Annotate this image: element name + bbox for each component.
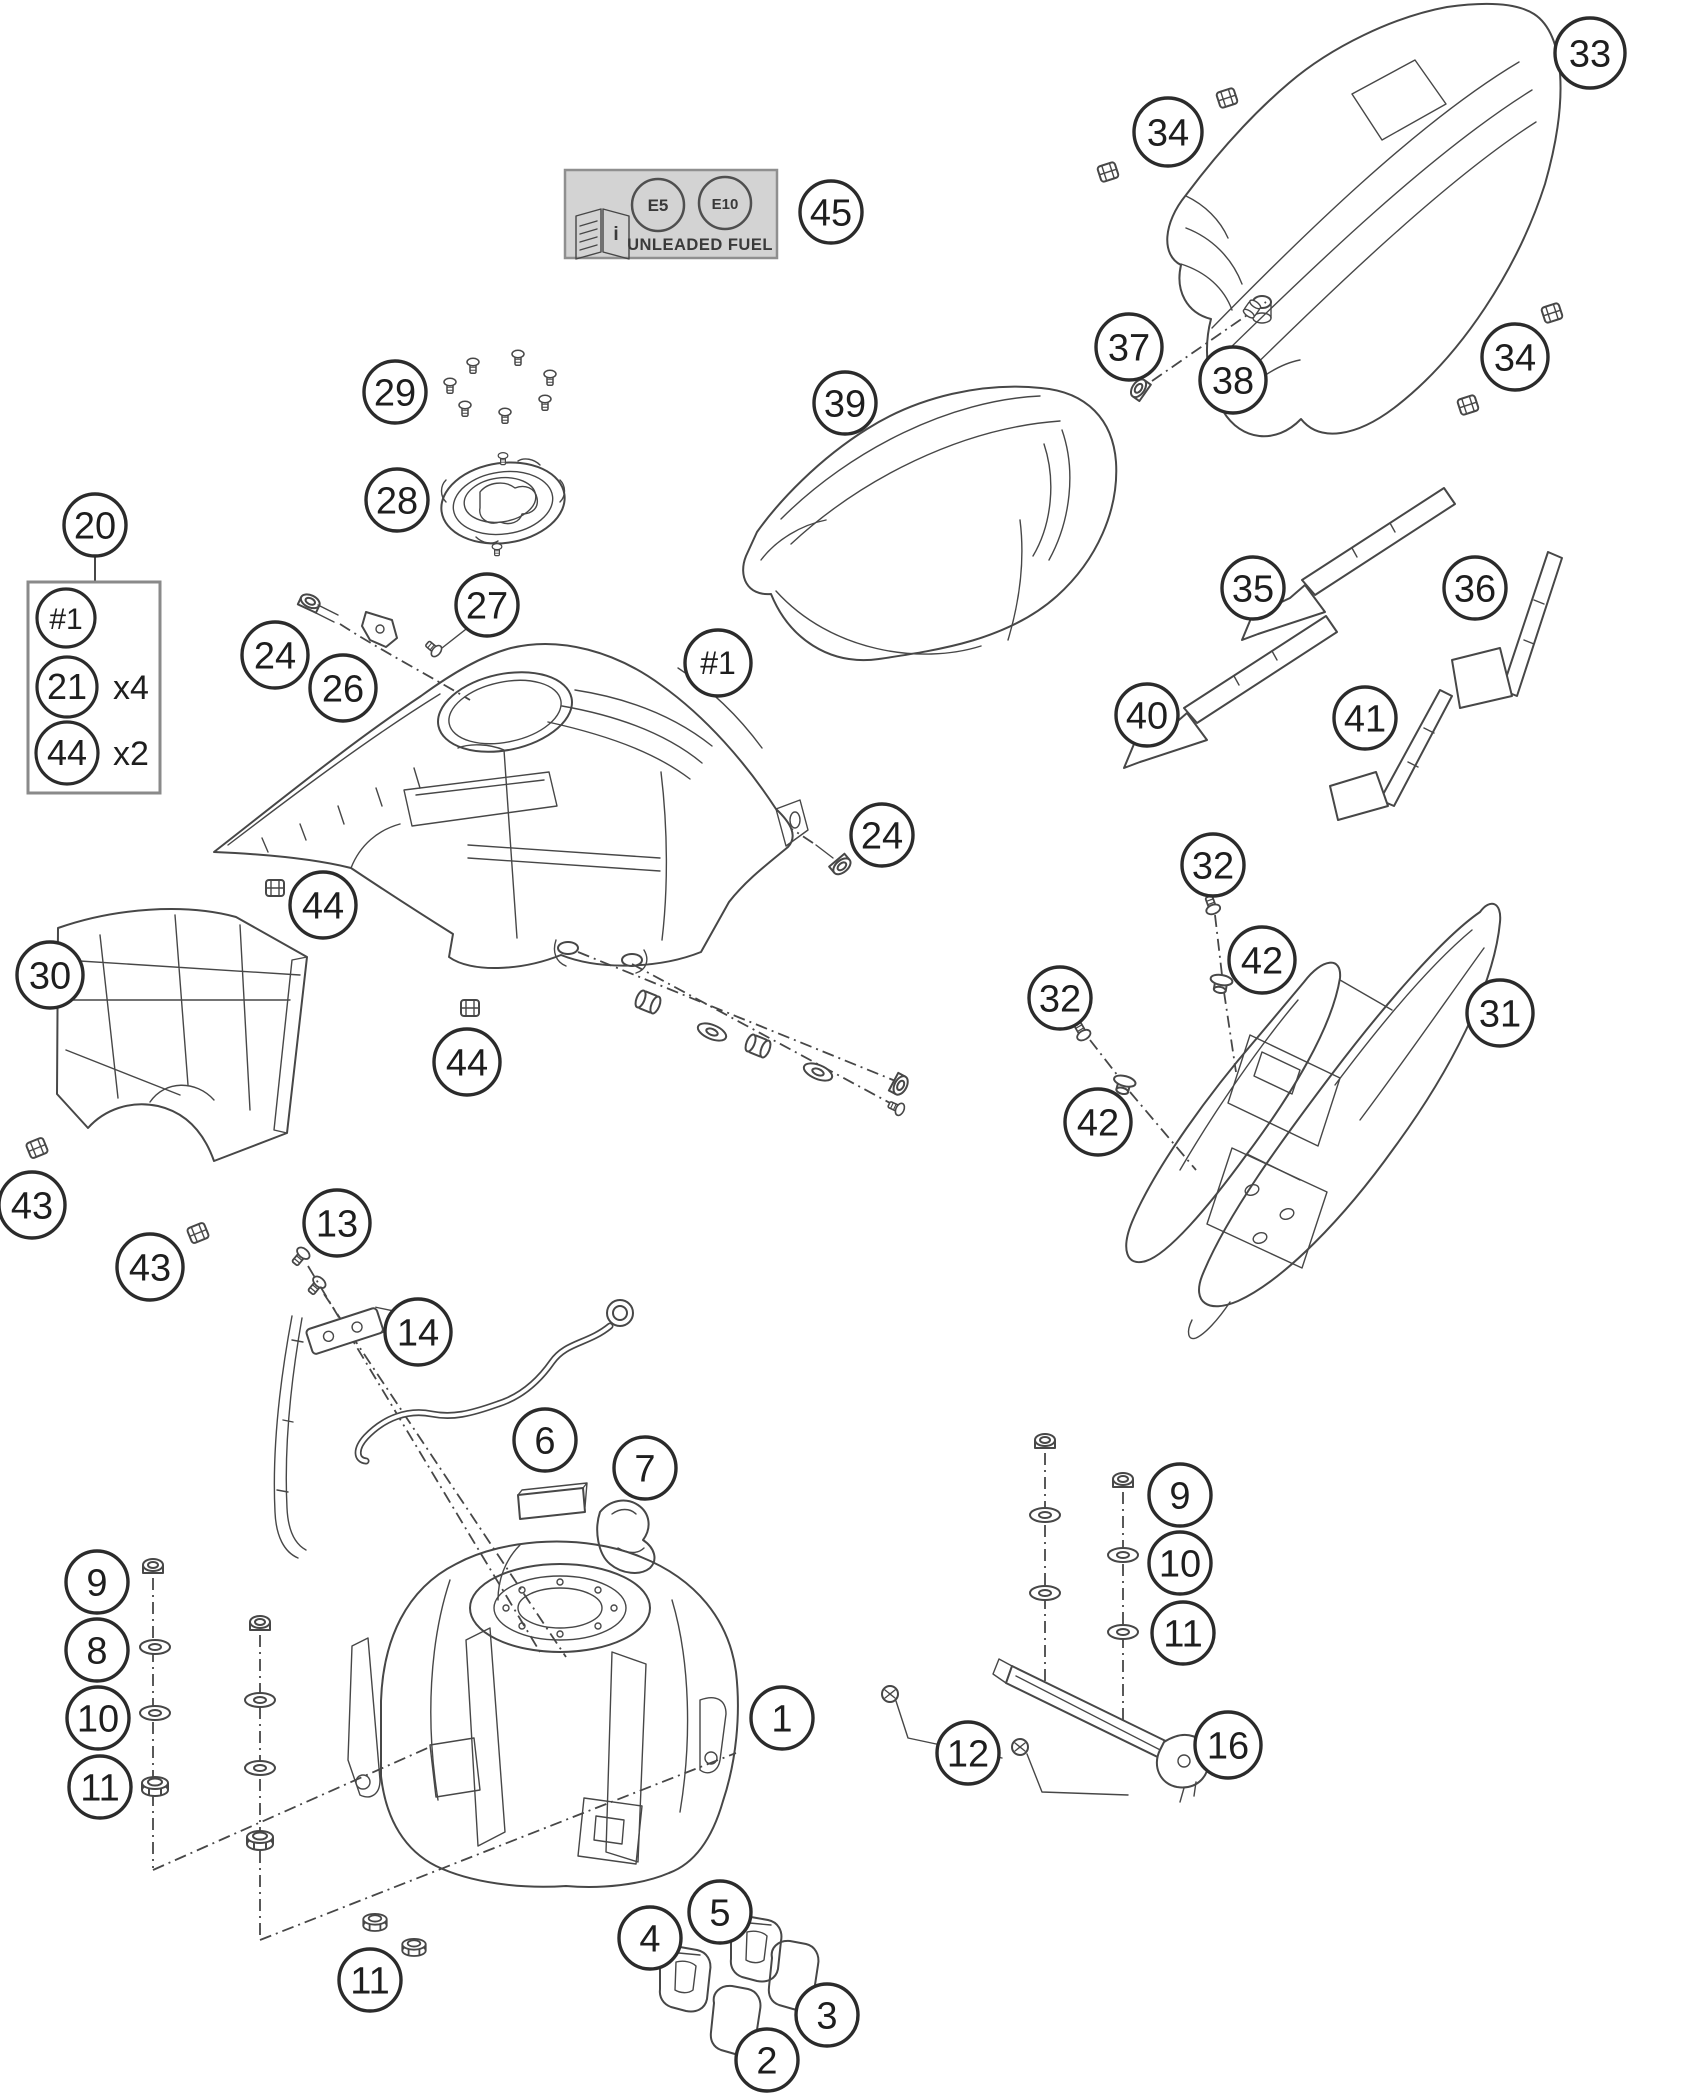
svg-text:1: 1 [771, 1698, 793, 1741]
svg-text:30: 30 [28, 955, 72, 998]
svg-text:24: 24 [253, 635, 297, 678]
left-bolt-columns [140, 1559, 736, 1940]
callout-27[interactable] [456, 574, 518, 636]
callout-20[interactable] [64, 494, 126, 556]
callout-14[interactable] [385, 1299, 451, 1365]
callout-40[interactable] [1116, 684, 1178, 746]
callout-3[interactable] [796, 1984, 858, 2046]
callout-38[interactable] [1200, 347, 1266, 413]
svg-text:33: 33 [1568, 33, 1612, 76]
callout-4[interactable] [619, 1907, 681, 1969]
callout-30[interactable] [17, 942, 83, 1008]
callout-33[interactable] [1555, 18, 1625, 88]
callout-43[interactable] [117, 1234, 183, 1300]
e10-code: E10 [711, 196, 739, 213]
callout-11[interactable] [1152, 1602, 1214, 1664]
callout-44[interactable] [290, 872, 356, 938]
svg-text:20: 20 [73, 505, 117, 548]
svg-text:27: 27 [465, 585, 509, 628]
callout-37[interactable] [1096, 314, 1162, 380]
svg-text:13: 13 [315, 1203, 359, 1246]
svg-text:36: 36 [1453, 568, 1497, 611]
svg-text:6: 6 [534, 1420, 556, 1463]
cover-bolt-set-21-22-23 [578, 952, 911, 1117]
info-glyph: i [613, 224, 619, 245]
part-rear-undertray [1126, 904, 1500, 1339]
svg-text:40: 40 [1125, 695, 1169, 738]
callout-12[interactable] [937, 1722, 999, 1784]
svg-text:24: 24 [860, 815, 904, 858]
legend-item-ref: #1 [49, 603, 83, 636]
svg-text:11: 11 [1163, 1613, 1203, 1656]
svg-text:3: 3 [816, 1995, 838, 2038]
callout-ref1[interactable] [685, 630, 751, 696]
svg-text:16: 16 [1206, 1725, 1250, 1768]
svg-text:42: 42 [1240, 940, 1284, 983]
callout-layer [0, 18, 1625, 2091]
callout-26[interactable] [310, 655, 376, 721]
svg-text:44: 44 [301, 885, 345, 928]
callout-42[interactable] [1065, 1089, 1131, 1155]
callout-32[interactable] [1182, 834, 1244, 896]
svg-text:10: 10 [76, 1698, 120, 1741]
svg-text:31: 31 [1478, 993, 1522, 1036]
svg-text:8: 8 [86, 1630, 108, 1673]
cover-fasteners-24-26-27 [298, 592, 854, 878]
callout-39[interactable] [814, 372, 876, 434]
svg-text:37: 37 [1107, 327, 1151, 370]
callout-16[interactable] [1195, 1712, 1261, 1778]
callout-1[interactable] [751, 1687, 813, 1749]
cover-clips [26, 880, 479, 1244]
callout-36[interactable] [1444, 557, 1506, 619]
svg-text:35: 35 [1231, 568, 1275, 611]
svg-text:26: 26 [321, 668, 365, 711]
svg-text:2: 2 [756, 2040, 778, 2083]
svg-text:41: 41 [1343, 698, 1387, 741]
callout-8[interactable] [66, 1619, 128, 1681]
callout-6[interactable] [514, 1409, 576, 1471]
callout-44[interactable] [434, 1029, 500, 1095]
svg-text:7: 7 [634, 1448, 656, 1491]
svg-text:10: 10 [1158, 1543, 1202, 1586]
svg-text:32: 32 [1038, 978, 1082, 1021]
callout-9[interactable] [66, 1551, 128, 1613]
svg-text:38: 38 [1211, 360, 1255, 403]
svg-text:21: 21 [46, 666, 88, 707]
svg-text:11: 11 [350, 1960, 390, 2003]
legend-qty-x4: x4 [113, 669, 149, 707]
svg-text:#1: #1 [700, 645, 736, 682]
svg-text:9: 9 [86, 1562, 108, 1605]
callout-11[interactable] [69, 1756, 131, 1818]
part-heat-pad-6 [518, 1483, 587, 1519]
legend-qty-x2: x2 [113, 735, 149, 773]
e5-code: E5 [647, 196, 669, 215]
part-fuel-cap [436, 453, 570, 556]
callout-10[interactable] [67, 1687, 129, 1749]
bracket-screws-12 [882, 1686, 1128, 1795]
svg-text:12: 12 [946, 1733, 990, 1776]
svg-text:34: 34 [1146, 112, 1190, 155]
svg-text:34: 34 [1493, 337, 1537, 380]
callout-24[interactable] [851, 804, 913, 866]
legend-box [28, 556, 160, 793]
callout-45[interactable] [800, 181, 862, 243]
callout-43[interactable] [0, 1172, 65, 1238]
svg-text:14: 14 [396, 1312, 440, 1355]
part-front-tank-cover [57, 909, 307, 1161]
svg-text:5: 5 [709, 1892, 731, 1935]
callout-9[interactable] [1149, 1464, 1211, 1526]
svg-text:44: 44 [46, 732, 88, 773]
callout-2[interactable] [736, 2029, 798, 2091]
svg-text:43: 43 [128, 1247, 172, 1290]
callout-35[interactable] [1222, 557, 1284, 619]
part-rider-seat [743, 387, 1116, 660]
cap-screws [444, 350, 556, 423]
svg-text:11: 11 [80, 1767, 120, 1810]
callout-7[interactable] [614, 1437, 676, 1499]
callout-10[interactable] [1149, 1532, 1211, 1594]
callout-34[interactable] [1134, 98, 1202, 166]
svg-text:39: 39 [823, 383, 867, 426]
svg-text:45: 45 [809, 192, 853, 235]
svg-text:4: 4 [639, 1918, 661, 1961]
svg-text:28: 28 [375, 480, 419, 523]
callout-41[interactable] [1334, 687, 1396, 749]
callout-5[interactable] [689, 1881, 751, 1943]
plate-caption: UNLEADED FUEL [627, 236, 773, 254]
unleaded-fuel-label-plate [565, 170, 777, 259]
callout-31[interactable] [1467, 980, 1533, 1046]
callout-32[interactable] [1029, 967, 1091, 1029]
svg-text:44: 44 [445, 1042, 489, 1085]
callout-28[interactable] [366, 469, 428, 531]
callout-34[interactable] [1482, 324, 1548, 390]
svg-text:32: 32 [1191, 845, 1235, 888]
bracket-and-breather [274, 1245, 633, 1657]
callout-42[interactable] [1229, 927, 1295, 993]
callout-24[interactable] [242, 622, 308, 688]
part-bracket-7 [597, 1501, 654, 1573]
svg-text:42: 42 [1076, 1102, 1120, 1145]
svg-text:29: 29 [373, 372, 417, 415]
callout-13[interactable] [304, 1190, 370, 1256]
svg-text:9: 9 [1169, 1475, 1191, 1518]
svg-text:43: 43 [10, 1185, 54, 1228]
part-fuel-tank [348, 1542, 738, 1887]
part-tank-bracket-16 [993, 1659, 1208, 1802]
callout-29[interactable] [364, 361, 426, 423]
callout-11[interactable] [339, 1949, 401, 2011]
